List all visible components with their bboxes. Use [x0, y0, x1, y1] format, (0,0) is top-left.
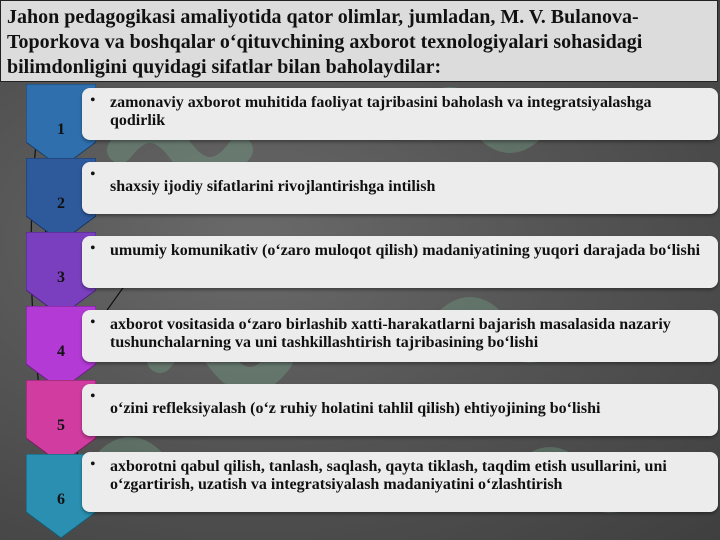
item-number: 6: [57, 491, 65, 508]
item-number: 1: [57, 121, 65, 138]
bullet-icon: •: [90, 388, 96, 405]
item-card: [82, 162, 718, 214]
item-number: 3: [57, 269, 65, 286]
item-text: shaxsiy ijodiy sifatlarini rivojlantirishga intilish: [110, 178, 436, 195]
bullet-icon: •: [90, 166, 96, 183]
item-number: 5: [57, 417, 65, 434]
item-card: [82, 384, 718, 436]
item-card: [82, 88, 718, 140]
item-number: 4: [57, 343, 65, 360]
item-text: zamonaviy axborot muhitida faoliyat tajribasini baholash va integratsiyalashga qodirlik: [110, 94, 652, 129]
item-text: axborot vositasida o‘zaro birlashib xatti-harakatlarni bajarish masalasida nazariy tushunchalarning va uni tashkillashtirish tajribasining bo‘lishi: [110, 316, 671, 351]
bullet-icon: •: [90, 456, 96, 473]
item-text: o‘zini refleksiyalash (o‘z ruhiy holatini tahlil qilish) ehtiyojining bo‘lishi: [110, 400, 601, 417]
item-text: umumiy komunikativ (o‘zaro muloqot qilish) madaniyatining yuqori darajada bo‘lishi: [110, 242, 701, 259]
item-card: [82, 310, 718, 362]
bullet-icon: •: [90, 240, 96, 257]
item-number: 2: [57, 195, 65, 212]
item-text: axborotni qabul qilish, tanlash, saqlash, qayta tiklash, taqdim etish usullarini, uni o‘zgartirish, uzatish va integratsiyalash madaniyatini o‘zlashtirish: [110, 458, 667, 493]
item-card: [82, 452, 718, 512]
bullet-icon: •: [90, 92, 96, 109]
slide-title: Jahon pedagogikasi amaliyotida qator olimlar, jumladan, M. V. Bulanova-Toporkova va boshqalar o‘qituvchining axborot texnologiyalari sohasidagi bilimdonligini quyidagi sifatlar bilan baholaydilar:: [7, 6, 643, 78]
bullet-icon: •: [90, 314, 96, 331]
item-card: [82, 236, 718, 288]
